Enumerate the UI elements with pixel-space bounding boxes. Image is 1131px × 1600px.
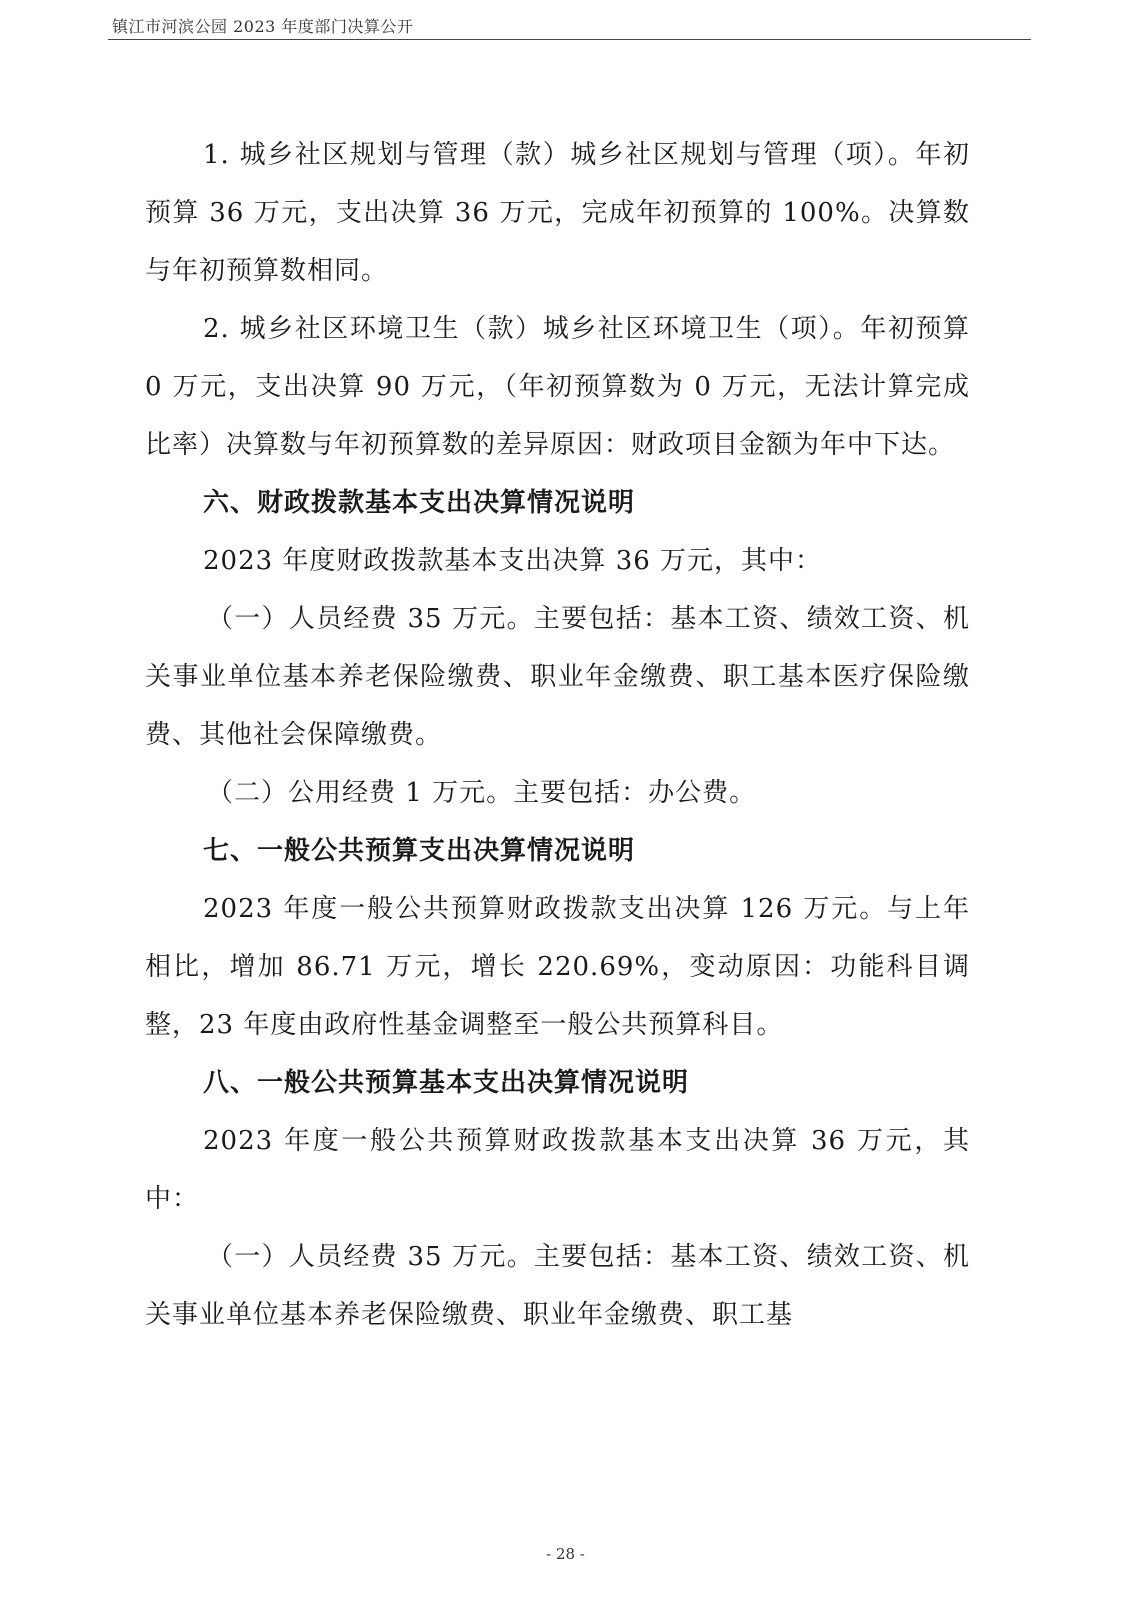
paragraph-general-basic: 2023 年度一般公共预算财政拨款基本支出决算 36 万元，其中： bbox=[145, 1126, 970, 1214]
running-header: 镇江市河滨公园 2023 年度部门决算公开 bbox=[112, 17, 414, 36]
page-number: - 28 - bbox=[546, 1545, 585, 1563]
section-heading-8: 八、一般公共预算基本支出决算情况说明 bbox=[203, 1068, 690, 1098]
paragraph-item-2: 2. 城乡社区环境卫生（款）城乡社区环境卫生（项）。年初预算 0 万元，支出决算 90 万元，（年初预算数为 0 万元，无法计算完成比率）决算数与年初预算数的差异原因：财政项目金额为年中下达。 bbox=[145, 314, 970, 460]
paragraph-personnel-1: （一）人员经费 35 万元。主要包括：基本工资、绩效工资、机关事业单位基本养老保险缴费、职业年金缴费、职工基本医疗保险缴费、其他社会保障缴费。 bbox=[145, 604, 970, 750]
paragraph-public-1: （二）公用经费 1 万元。主要包括：办公费。 bbox=[207, 778, 757, 808]
header-rule bbox=[108, 39, 1031, 40]
section-heading-7: 七、一般公共预算支出决算情况说明 bbox=[203, 836, 636, 866]
document-body bbox=[145, 126, 970, 1344]
paragraph-personnel-2: （一）人员经费 35 万元。主要包括：基本工资、绩效工资、机关事业单位基本养老保险缴费、职业年金缴费、职工基 bbox=[145, 1242, 970, 1330]
paragraph-item-1: 1. 城乡社区规划与管理（款）城乡社区规划与管理（项）。年初预算 36 万元，支出决算 36 万元，完成年初预算的 100%。决算数与年初预算数相同。 bbox=[145, 140, 970, 286]
section-heading-6: 六、财政拨款基本支出决算情况说明 bbox=[203, 488, 636, 518]
paragraph-basic-expenditure: 2023 年度财政拨款基本支出决算 36 万元，其中： bbox=[203, 546, 823, 576]
paragraph-general-expenditure: 2023 年度一般公共预算财政拨款支出决算 126 万元。与上年相比，增加 86.71 万元，增长 220.69%，变动原因：功能科目调整，23 年度由政府性基金调整至一般公共预算科目。 bbox=[145, 894, 970, 1040]
